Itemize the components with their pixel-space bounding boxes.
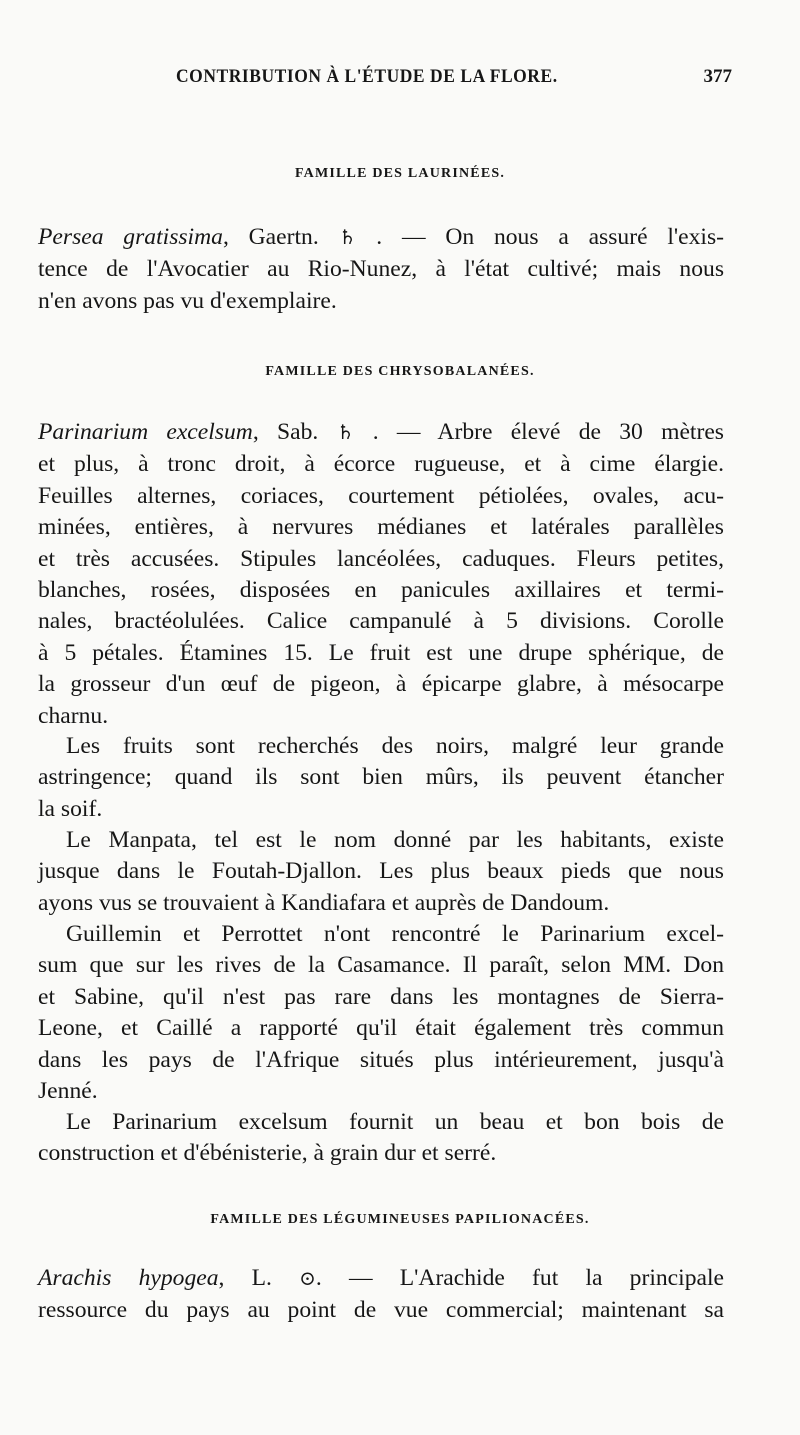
entry-first-line: Persea gratissima, Gaertn. ♄ . — On nous a assuré l'exis- bbox=[38, 224, 724, 250]
entry-text: — Arbre élevé de 30 mètres bbox=[396, 419, 724, 445]
taxon-authority: L. bbox=[251, 1265, 272, 1291]
taxon-authority: Gaertn. bbox=[248, 224, 319, 250]
woody-plant-symbol-icon: ♄ bbox=[338, 227, 357, 249]
text-line: et plus, à tronc droit, à écorce rugueuse, et à cime élargie. bbox=[38, 451, 724, 478]
text-line: blanches, rosées, disposées en panicules axillaires et termi- bbox=[38, 577, 724, 604]
annual-plant-symbol-icon: ⊙ bbox=[299, 1268, 316, 1290]
taxon-authority: Sab. bbox=[276, 419, 319, 445]
entry-first-line: Parinarium excelsum, Sab. ♄ . — Arbre élevé de 30 mètres bbox=[38, 419, 724, 445]
text-line: et Sabine, qu'il n'est pas rare dans les montagnes de Sierra- bbox=[38, 983, 724, 1010]
entry-first-line: Arachis hypogea, L. ⊙. — L'Arachide fut la principale bbox=[38, 1265, 724, 1291]
paragraph-fruits bbox=[38, 731, 724, 825]
text-line: tence de l'Avocatier au Rio-Nunez, à l'état cultivé; mais nous bbox=[38, 256, 724, 283]
text-line: nales, bractéolulées. Calice campanulé à 5 divisions. Corolle bbox=[38, 608, 724, 635]
text-line: et très accusées. Stipules lancéolées, caduques. Fleurs petites, bbox=[38, 545, 724, 572]
text-line: Leone, et Caillé a rapporté qu'il était également très commun bbox=[38, 1015, 724, 1042]
entry-text: — L'Arachide fut la principale bbox=[348, 1265, 724, 1291]
text-line: Le Manpata, tel est le nom donné par les habitants, existe bbox=[66, 827, 724, 853]
text-line: astringence; quand ils sont bien mûrs, ils peuvent étancher bbox=[38, 764, 724, 791]
entry-arachis-hypogea bbox=[38, 1263, 724, 1327]
text-line: sum que sur les rives de la Casamance. Il paraît, selon MM. Don bbox=[38, 952, 724, 979]
text-line: Feuilles alternes, coriaces, courtement pétiolées, ovales, acu- bbox=[38, 482, 724, 509]
text-line: ayons vus se trouvaient à Kandiafara et auprès de Dandoum. bbox=[38, 889, 610, 916]
section-heading-legumineuses: FAMILLE DES LÉGUMINEUSES PAPILIONACÉES. bbox=[210, 1212, 590, 1227]
text-line: n'en avons pas vu d'exemplaire. bbox=[38, 287, 337, 314]
taxon-name: Persea gratissima bbox=[38, 224, 223, 250]
section-heading-laurinees: FAMILLE DES LAURINÉES. bbox=[294, 166, 506, 181]
page-number: 377 bbox=[703, 66, 732, 87]
text-line: la soif. bbox=[38, 795, 103, 822]
running-title: CONTRIBUTION À L'ÉTUDE DE LA FLORE. bbox=[176, 66, 558, 87]
text-line: Le Parinarium excelsum fournit un beau et bon bois de bbox=[66, 1109, 724, 1135]
text-line: la grosseur d'un œuf de pigeon, à épicarpe glabre, à mésocarpe bbox=[38, 671, 724, 698]
text-line: ressource du pays au point de vue commercial; maintenant sa bbox=[38, 1297, 724, 1324]
text-line: Guillemin et Perrottet n'ont rencontré le Parinarium excel- bbox=[66, 921, 724, 947]
entry-persea-gratissima bbox=[38, 222, 724, 317]
paragraph-manpata bbox=[38, 825, 724, 919]
text-line: minées, entières, à nervures médianes et latérales parallèles bbox=[38, 514, 724, 541]
paragraph-timber bbox=[38, 1107, 724, 1170]
page-header bbox=[70, 66, 732, 100]
section-heading-chrysobalanees: FAMILLE DES CHRYSOBALANÉES. bbox=[265, 364, 535, 379]
text-line: Jenné. bbox=[38, 1078, 98, 1105]
text-line: jusque dans le Foutah-Djallon. Les plus beaux pieds que nous bbox=[38, 858, 724, 885]
taxon-name: Arachis hypogea bbox=[38, 1265, 219, 1291]
entry-text: — On nous a assuré l'exis- bbox=[401, 224, 724, 250]
text-line: à 5 pétales. Étamines 15. Le fruit est une drupe sphérique, de bbox=[38, 639, 724, 666]
text-line: construction et d'ébénisterie, à grain dur et serré. bbox=[38, 1140, 497, 1167]
text-line: dans les pays de l'Afrique situés plus intérieurement, jusqu'à bbox=[38, 1046, 724, 1073]
paragraph-distribution bbox=[38, 919, 724, 1107]
text-line: charnu. bbox=[38, 702, 109, 729]
taxon-name: Parinarium excelsum bbox=[38, 419, 253, 445]
text-line: Les fruits sont recherchés des noirs, malgré leur grande bbox=[66, 733, 724, 759]
entry-parinarium-excelsum bbox=[38, 417, 724, 732]
woody-plant-symbol-icon: ♄ bbox=[336, 422, 355, 444]
